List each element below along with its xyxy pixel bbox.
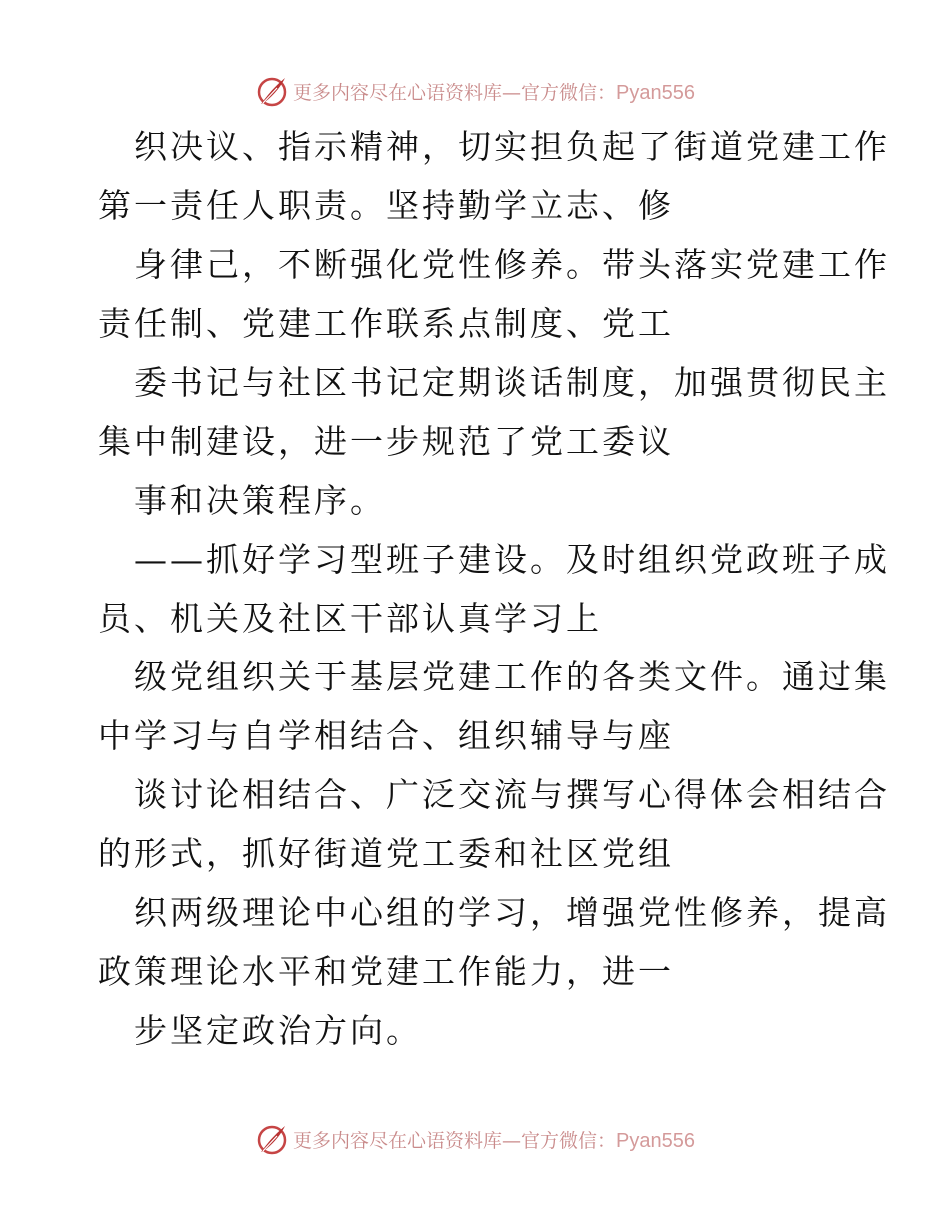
text-line: 责任制、党建工作联系点制度、党工 <box>98 304 674 343</box>
text-line: 谈讨论相结合、广泛交流与撰写心得体会相结合 <box>134 775 890 814</box>
footer-banner <box>0 1117 950 1161</box>
footer-text <box>293 1126 695 1153</box>
text-line: ——抓好学习型班子建设。及时组织党政班子成 <box>134 540 890 579</box>
footer-wechat-handle: Pyan556 <box>616 1129 695 1152</box>
text-line: 委书记与社区书记定期谈话制度，加强贯彻民主 <box>134 363 890 402</box>
text-line: 第一责任人职责。坚持勤学立志、修 <box>98 186 674 225</box>
text-line: 中学习与自学相结合、组织辅导与座 <box>98 716 674 755</box>
text-line: 政策理论水平和党建工作能力，进一 <box>98 952 674 991</box>
text-line: 步坚定政治方向。 <box>134 1011 422 1050</box>
header-wechat-handle: Pyan556 <box>616 81 695 104</box>
footer-label: 更多内容尽在心语资料库—官方微信： <box>293 1129 617 1152</box>
text-line: 级党组织关于基层党建工作的各类文件。通过集 <box>134 657 890 696</box>
text-line: 员、机关及社区干部认真学习上 <box>98 599 602 638</box>
text-line: 的形式，抓好街道党工委和社区党组 <box>98 834 674 873</box>
quill-logo-icon <box>255 1122 289 1156</box>
text-line: 集中制建设，进一步规范了党工委议 <box>98 422 674 461</box>
text-line: 织决议、指示精神，切实担负起了街道党建工作 <box>134 127 890 166</box>
text-line: 身律己，不断强化党性修养。带头落实党建工作 <box>134 245 890 284</box>
text-line: 事和决策程序。 <box>134 481 386 520</box>
header-label: 更多内容尽在心语资料库—官方微信： <box>293 81 617 104</box>
text-line: 织两级理论中心组的学习，增强党性修养，提高 <box>134 893 890 932</box>
